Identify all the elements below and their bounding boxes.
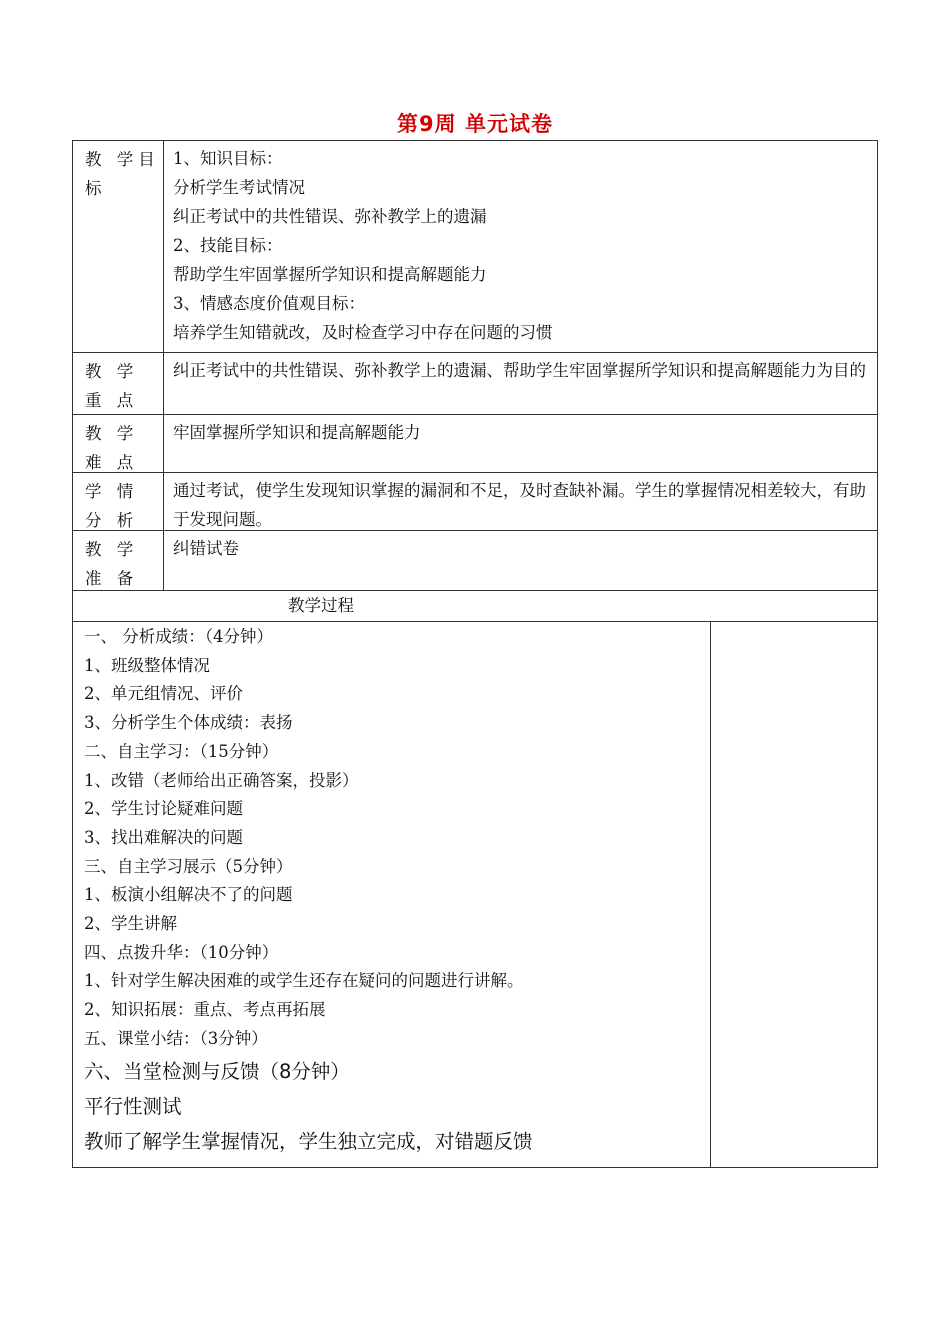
row-teaching-difficulty: [73, 415, 877, 473]
label-line: 分 析: [85, 511, 139, 530]
process-line: 三、自主学习展示（5分钟）: [84, 856, 293, 876]
process-line: 3、分析学生个体成绩：表扬: [84, 713, 293, 733]
row-learner-analysis: [73, 473, 877, 531]
row-label: [73, 141, 164, 352]
process-line: 1、班级整体情况: [84, 655, 210, 675]
process-line: 二、自主学习：（15分钟）: [84, 741, 279, 761]
process-heading: 教学过程: [288, 596, 354, 615]
row-label: [73, 353, 164, 414]
label-line: 教 学: [85, 424, 139, 443]
label-line: 标: [85, 179, 107, 198]
process-steps: [73, 622, 711, 1167]
label-line: 学 情: [85, 482, 139, 501]
content-line: 2、技能目标：: [173, 236, 283, 255]
row-teaching-preparation: [73, 531, 877, 591]
lesson-plan-table: [72, 140, 878, 1168]
row-content: [164, 353, 877, 414]
row-content: [164, 473, 877, 530]
content-line: 分析学生考试情况: [173, 178, 305, 197]
row-label: [73, 415, 164, 472]
content-line: 1、知识目标：: [173, 149, 283, 168]
process-line: 3、找出难解决的问题: [84, 827, 243, 847]
row-content: [164, 141, 877, 352]
content-line: 纠正考试中的共性错误、弥补教学上的遗漏: [173, 207, 487, 226]
process-line: 2、学生讲解: [84, 914, 177, 934]
content-line: 培养学生知错就改，及时检查学习中存在问题的习惯: [173, 323, 553, 342]
content-text: 通过考试，使学生发现知识掌握的漏洞和不足，及时查缺补漏。学生的掌握情况相差较大，有助于发现问题。: [173, 481, 866, 529]
label-line: 准 备: [85, 569, 139, 588]
row-process-heading: [73, 591, 877, 622]
content-text: 纠正考试中的共性错误、弥补教学上的遗漏、帮助学生牢固掌握所学知识和提高解题能力为目的: [173, 361, 866, 380]
process-line: 2、学生讨论疑难问题: [84, 799, 243, 819]
label-line: 教 学: [85, 362, 139, 381]
row-process: [73, 622, 877, 1167]
label-line: 重 点: [85, 391, 139, 410]
row-teaching-focus: [73, 353, 877, 415]
process-line: 2、单元组情况、评价: [84, 684, 243, 704]
process-line: 2、知识拓展：重点、考点再拓展: [84, 1000, 326, 1020]
label-line: 难 点: [85, 453, 139, 472]
process-line: 一、 分析成绩：（4分钟）: [84, 627, 273, 646]
process-line-large: 教师了解学生掌握情况，学生独立完成，对错题反馈: [84, 1129, 533, 1153]
row-content: [164, 415, 877, 472]
process-line: 1、针对学生解决困难的或学生还存在疑问的问题进行讲解。: [84, 971, 524, 991]
page-title: 第9周 单元试卷: [397, 112, 553, 136]
process-line-large: 六、当堂检测与反馈（8分钟）: [84, 1059, 350, 1083]
row-teaching-objectives: [73, 141, 877, 353]
row-content: [164, 531, 877, 590]
content-text: 牢固掌握所学知识和提高解题能力: [173, 423, 421, 442]
label-line: 教 学目: [85, 150, 160, 169]
process-line: 四、点拨升华：（10分钟）: [84, 942, 279, 962]
content-line: 3、情感态度价值观目标：: [173, 294, 365, 313]
process-line: 五、课堂小结：（3分钟）: [84, 1028, 268, 1048]
label-line: 教 学: [85, 540, 139, 559]
row-label: [73, 473, 164, 530]
content-line: 帮助学生牢固掌握所学知识和提高解题能力: [173, 265, 487, 284]
row-label: [73, 531, 164, 590]
process-line: 1、板演小组解决不了的问题: [84, 885, 293, 905]
process-line-large: 平行性测试: [84, 1094, 182, 1118]
process-notes-column: [711, 622, 877, 1167]
process-line: 1、改错（老师给出正确答案，投影）: [84, 770, 359, 790]
content-text: 纠错试卷: [173, 539, 239, 558]
